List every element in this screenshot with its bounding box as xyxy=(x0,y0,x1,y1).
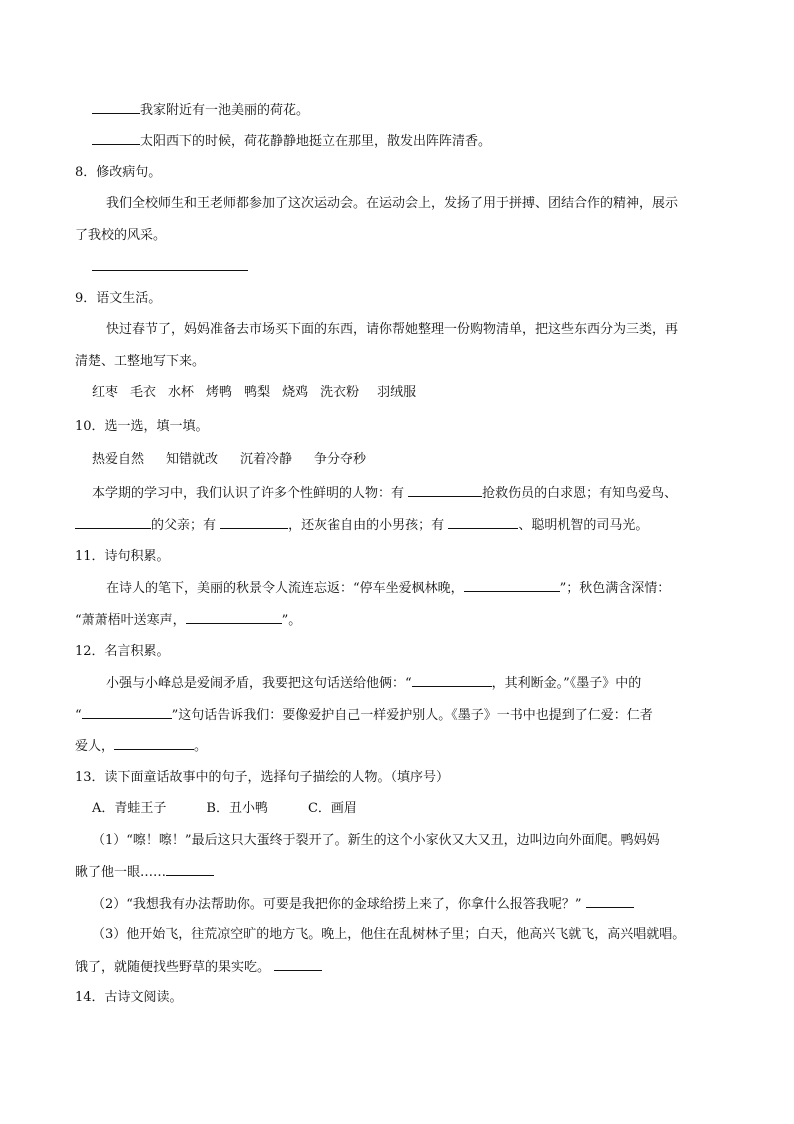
q13-sentence-1-line-1: （1）“嚓！嚓！”最后这只大蛋终于裂开了。新生的这个小家伙又大又丑，边叫边向外面爬。鸭妈妈 xyxy=(92,833,660,848)
answer-blank[interactable] xyxy=(220,516,288,529)
answer-blank[interactable] xyxy=(464,579,560,592)
question-12-title: 12．名言积累。 xyxy=(75,644,170,659)
q9-text-line-2: 清楚、工整地写下来。 xyxy=(75,354,206,369)
answer-blank[interactable] xyxy=(408,484,482,497)
q11-line-2: “萧萧梧叶送寒声， ”。 xyxy=(75,613,302,628)
q8-sentence-line-1: 我们全校师生和王老师都参加了这次运动会。在运动会上，发扬了用于拼搏、团结合作的精神，展示 xyxy=(106,196,679,211)
q12-line-2: “ ”这句话告诉我们：要像爱护自己一样爱护别人。《墨子》一书中也提到了仁爱：仁者 xyxy=(75,708,653,723)
q13-sentence-3-line-2: 饿了，就随便找些野草的果实吃。 xyxy=(75,958,322,977)
q10-options xyxy=(92,451,366,469)
q11-line-1: 在诗人的笔下，美丽的秋景令人流连忘返：“停车坐爱枫林晚， ”；秋色满含深情： xyxy=(106,581,671,596)
option-chip: 沉着冷静 xyxy=(240,452,293,467)
q10-line-2: 的父亲；有 ，还灰雀自由的小男孩；有 、聪明机智的司马光。 xyxy=(75,516,648,535)
q10-line-1: 本学期的学习中，我们认识了许多个性鲜明的人物：有 抢救伤员的白求恩；有知鸟爱鸟、 xyxy=(92,486,678,501)
q9-text-line-1: 快过春节了，妈妈准备去市场买下面的东西，请你帮她整理一份购物清单，把这些东西分为三类，再 xyxy=(106,322,679,337)
list-item: 羽绒服 xyxy=(377,385,417,400)
answer-blank[interactable] xyxy=(92,101,140,114)
q12-line-3: 爱人， 。 xyxy=(75,739,208,754)
q13-options xyxy=(92,800,357,818)
question-10-title: 10．选一选，填一填。 xyxy=(75,419,209,434)
answer-blank[interactable] xyxy=(412,674,492,687)
list-item: 毛衣 xyxy=(130,385,157,400)
list-item: 烤鸭 xyxy=(206,385,233,400)
answer-blank[interactable] xyxy=(448,516,518,529)
answer-blank[interactable] xyxy=(75,516,151,529)
option-label: A．青蛙王子 xyxy=(92,801,167,816)
list-item: 鸭梨 xyxy=(244,385,271,400)
q13-sentence-1-line-2: 瞅了他一眼…… xyxy=(75,863,214,882)
answer-blank[interactable] xyxy=(274,958,322,971)
question-8-title: 8．修改病句。 xyxy=(75,165,162,180)
option-label: B．丑小鸭 xyxy=(206,801,268,816)
answer-blank[interactable] xyxy=(114,737,194,750)
question-11-title: 11．诗句积累。 xyxy=(75,549,170,564)
answer-blank[interactable] xyxy=(186,611,282,624)
list-item: 洗衣粉 xyxy=(320,385,360,400)
answer-blank[interactable] xyxy=(166,863,214,876)
q9-items-list xyxy=(92,384,416,402)
question-14-title: 14．古诗文阅读。 xyxy=(75,990,183,1005)
option-chip: 争分夺秒 xyxy=(314,452,367,467)
q8-sentence-line-2: 了我校的风采。 xyxy=(75,228,167,243)
list-item: 红枣 xyxy=(92,385,119,400)
option-chip: 热爱自然 xyxy=(92,452,145,467)
fill-line-lotus-2: 太阳西下的时候，荷花静静地挺立在那里，散发出阵阵清香。 xyxy=(92,132,491,151)
q8-answer-line xyxy=(92,258,248,277)
option-label: C．画眉 xyxy=(307,801,357,816)
question-13-title: 13．读下面童话故事中的句子，选择句子描绘的人物。（填序号） xyxy=(75,770,450,785)
answer-blank[interactable] xyxy=(586,895,634,908)
question-9-title: 9．语文生活。 xyxy=(75,291,162,306)
answer-blank[interactable] xyxy=(82,706,172,719)
q12-line-1: 小强与小峰总是爱闹矛盾，我要把这句话送给他俩：“ ，其利断金。”《墨子》中的 xyxy=(106,676,642,691)
list-item: 水杯 xyxy=(168,385,195,400)
list-item: 烧鸡 xyxy=(282,385,309,400)
answer-blank[interactable] xyxy=(92,258,248,271)
q13-sentence-3-line-1: （3）他开始飞，往荒凉空旷的地方飞。晚上，他住在乱树林子里；白天，他高兴飞就飞，高兴唱就唱。 xyxy=(92,927,686,942)
fill-line-lotus-1: 我家附近有一池美丽的荷花。 xyxy=(92,101,309,120)
option-chip: 知错就改 xyxy=(166,452,219,467)
q13-sentence-2: （2）“我想我有办法帮助你。可要是我把你的金球给捞上来了，你拿什么报答我呢？” xyxy=(92,895,634,914)
answer-blank[interactable] xyxy=(92,132,140,145)
